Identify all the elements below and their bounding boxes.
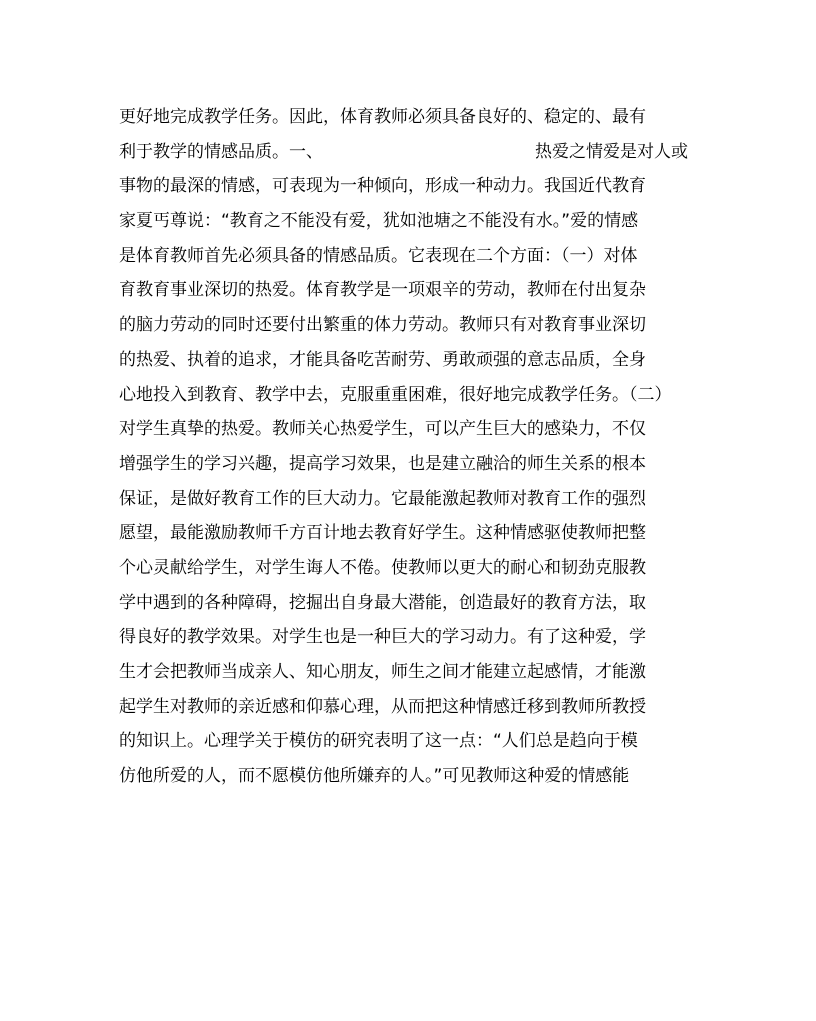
text-line: 愿望，最能激励教师千方百计地去教育好学生。这种情感驱使教师把整	[119, 523, 646, 544]
text-line: 的脑力劳动的同时还要付出繁重的体力劳动。教师只有对教育事业深切	[119, 315, 646, 336]
text-line: 是体育教师首先必须具备的情感品质。它表现在二个方面：（一）对体	[119, 245, 638, 266]
text-line: 起学生对教师的亲近感和仰慕心理，从而把这种情感迁移到教师所教授	[119, 696, 646, 717]
text-line: 心地投入到教育、教学中去，克服重重困难，很好地完成教学任务。（二）	[119, 384, 672, 405]
text-line: 学中遇到的各种障碍，挖掘出自身最大潜能，创造最好的教育方法，取	[119, 592, 646, 613]
text-line: 事物的最深的情感，可表现为一种倾向，形成一种动力。我国近代教育	[119, 176, 646, 197]
text-line: 得良好的教学效果。对学生也是一种巨大的学习动力。有了这种爱，学	[119, 627, 646, 648]
text-line: 仿他所爱的人，而不愿模仿他所嫌弃的人。”可见教师这种爱的情感能	[119, 766, 630, 787]
text-line: 生才会把教师当成亲人、知心朋友，师生之间才能建立起感情，才能激	[119, 662, 646, 682]
text-line: 更好地完成教学任务。因此，体育教师必须具备良好的、稳定的、最有	[119, 107, 646, 127]
text-line: 家夏丐尊说：“教育之不能没有爱，犹如池塘之不能没有水。”爱的情感	[119, 211, 639, 232]
text-line	[119, 135, 699, 170]
text-line: 对学生真挚的热爱。教师关心热爱学生，可以产生巨大的感染力，不仅	[119, 419, 646, 440]
text-line-left: 利于教学的情感品质。一、	[119, 141, 323, 162]
text-line: 保证，是做好教育工作的巨大动力。它最能激起教师对教育工作的强烈	[119, 488, 646, 509]
text-line: 增强学生的学习兴趣，提高学习效果，也是建立融洽的师生关系的根本	[119, 453, 646, 474]
text-line-right: 热爱之情爱是对人或	[535, 141, 688, 162]
text-line: 个心灵献给学生，对学生诲人不倦。使教师以更大的耐心和韧劲克服教	[119, 557, 646, 578]
body-text	[119, 100, 699, 794]
text-line: 的热爱、执着的追求，才能具备吃苦耐劳、勇敢顽强的意志品质，全身	[119, 349, 646, 370]
text-line: 的知识上。心理学关于模仿的研究表明了这一点：“人们总是趋向于模	[119, 731, 638, 752]
text-line: 育教育事业深切的热爱。体育教学是一项艰辛的劳动，教师在付出复杂	[119, 280, 646, 301]
